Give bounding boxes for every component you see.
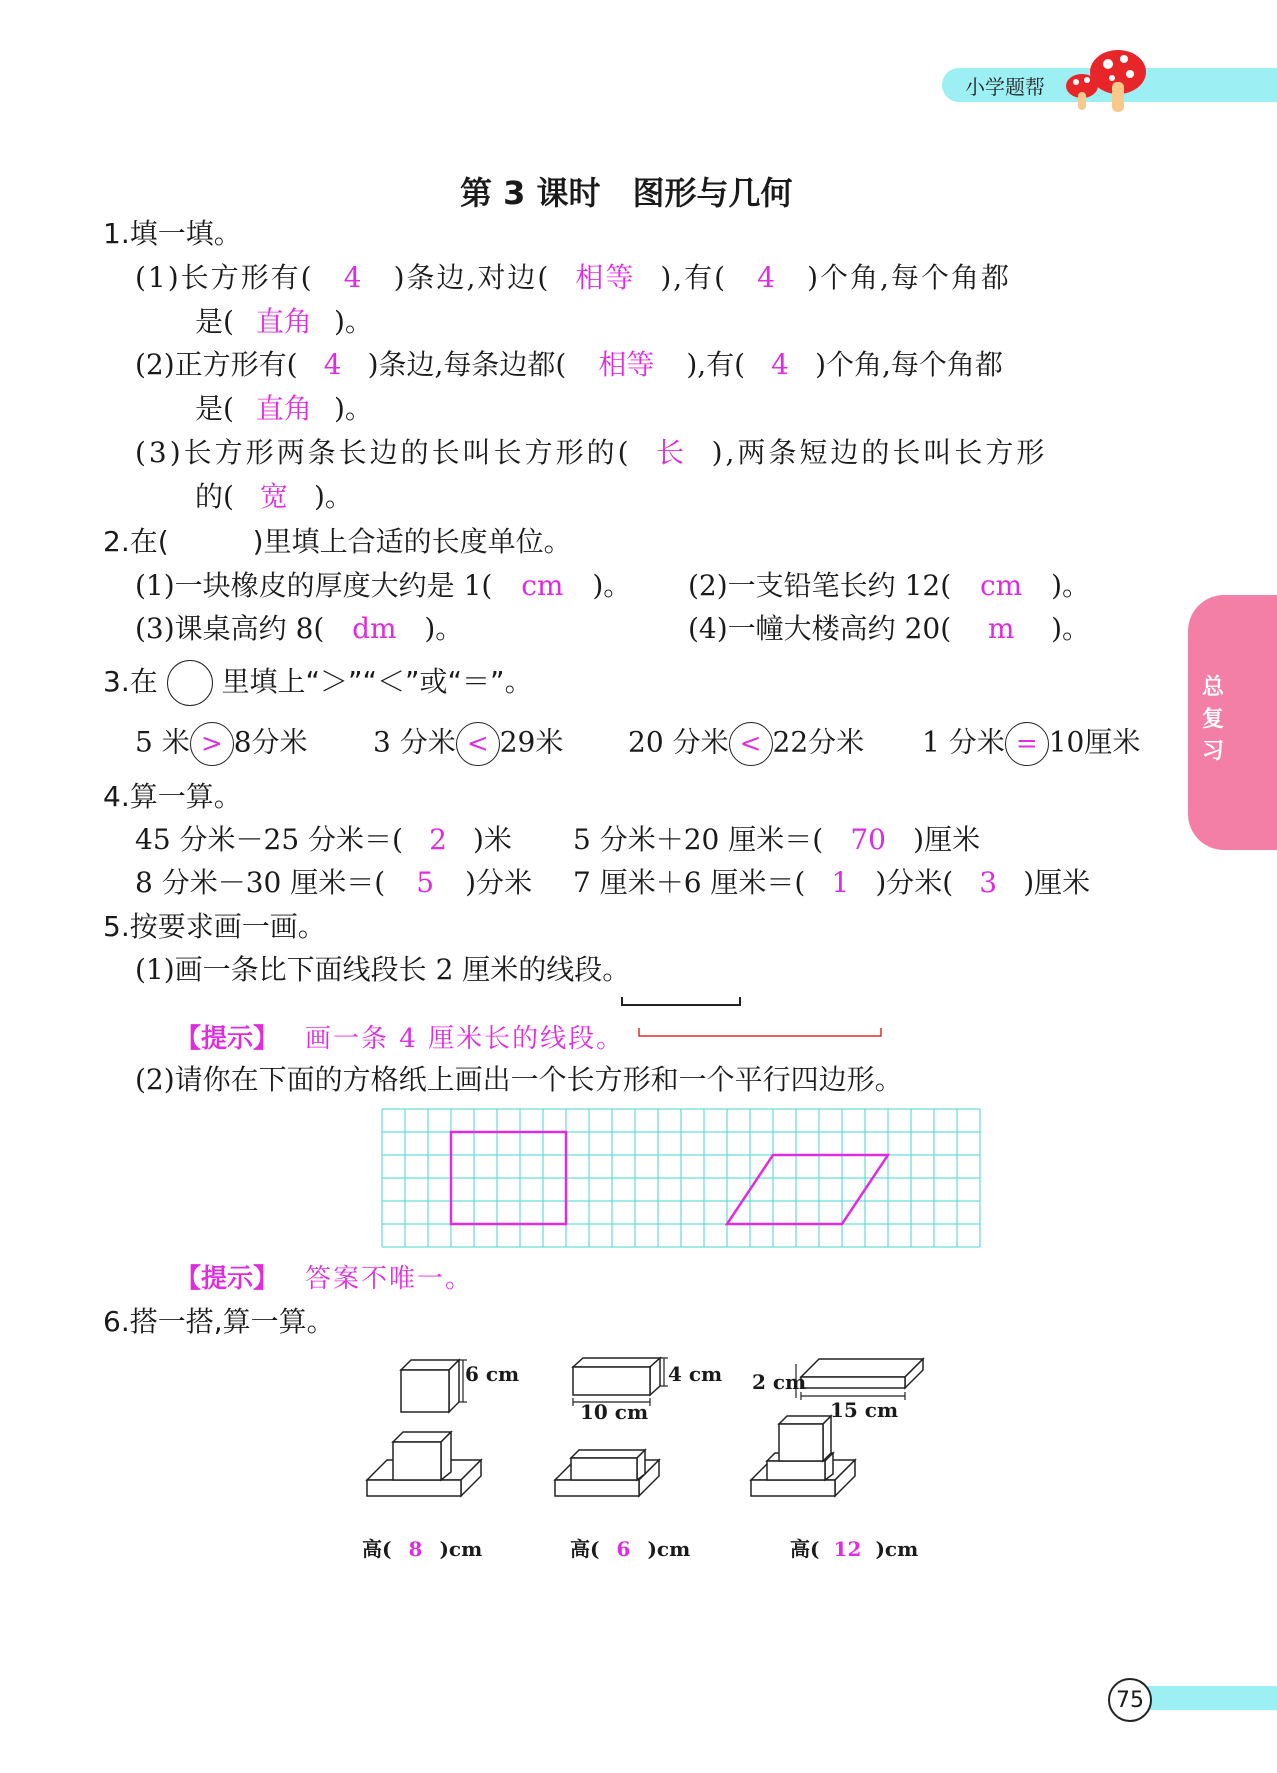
q3-item2 [373,722,563,766]
q1-p1-text-d: )个角,每个角都 [807,261,1011,294]
q5-hint1-text: 画一条 4 厘米长的线段。 [305,1024,625,1054]
footer-band [1130,1686,1277,1710]
q2-i2-text-b: )。 [1051,569,1091,602]
q2-item1 [135,566,631,606]
q4-r1-text-d: )厘米 [913,823,981,856]
q4-r1-text-a: 45 分米－25 分米＝( [135,823,403,856]
q1-p2-answer2: 相等 [598,348,655,381]
grid-paper [381,1108,983,1250]
q3-heading-a: 3.在 [103,665,158,698]
q1-p3-text-c: 的( [195,480,234,513]
q4-r2-text-b: )分米 [465,866,533,899]
q4-heading: 4.算一算。 [103,780,242,813]
q4-r2-text-c: 7 厘米＋6 厘米＝( [573,866,806,899]
q1-p2-text-e: 是( [195,392,234,425]
q3-heading [103,660,533,706]
q5-heading: 5.按要求画一画。 [103,910,326,943]
q2-item2 [688,566,1090,606]
q1-p1-text-c: ),有( [660,261,728,294]
q2-item3 [135,609,463,649]
q6-c-answer: 12 [833,1537,862,1561]
q4-row2-right [573,863,1090,903]
given-segment [620,995,744,1009]
q4-r2-text-e: )厘米 [1023,866,1091,899]
q1-part1-line2 [195,302,373,342]
q1-p2-answer4: 直角 [255,392,312,425]
answer-segment [637,1026,883,1040]
q6-c-pre: 高( [790,1537,820,1561]
q4-r1-answer: 2 [429,823,447,856]
slab-block [801,1359,923,1388]
q6-answer-a [362,1533,482,1562]
q1-p2-text-c: ),有( [686,348,746,381]
q4-r1-text-c: 5 分米＋20 厘米＝( [573,823,824,856]
q6-a-post: )cm [439,1537,483,1561]
q4-row1-left [135,820,512,860]
q1-p3-answer1: 长 [656,436,688,469]
q3-i1-sign: > [190,722,234,766]
q4-r2-answer3: 3 [979,866,998,899]
box-block [573,1358,660,1395]
q1-part3-line2 [195,477,353,517]
side-tab-label: 总复习 [1201,675,1224,764]
q4-r2-answer2: 1 [831,866,850,899]
q2-i2-text-a: (2)一支铅笔长约 12( [688,569,952,602]
drawn-parallelogram [727,1155,888,1224]
q2-heading: 2.在( )里填上合适的长度单位。 [103,525,572,558]
q3-i4-sign: = [1005,722,1049,766]
q2-i3-answer: dm [352,612,397,645]
q6-b-post: )cm [647,1537,691,1561]
dim-slab-h-label: 2 cm [752,1370,807,1394]
q3-item4 [922,722,1140,766]
q2-i4-text-b: )。 [1051,612,1091,645]
q3-i2-sign: < [456,722,500,766]
q1-part1-line1 [135,258,1011,298]
q1-p3-text-b: ),两条短边的长叫长方形 [711,436,1048,469]
q3-i2-right: 29米 [499,725,564,759]
q4-r2-text-a: 8 分米－30 厘米＝( [135,866,386,899]
q1-p1-text-f: )。 [333,305,373,338]
q3-i4-right: 10厘米 [1048,725,1141,759]
q2-i3-text-a: (3)课桌高约 8( [135,612,325,645]
dim-box-w-label: 10 cm [580,1400,649,1424]
q4-r2-answer: 5 [416,866,435,899]
q3-i3-sign: < [729,722,773,766]
page-number: 75 [1108,1678,1152,1722]
q3-i1-left: 5 米 [135,725,190,759]
q4-r1-answer2: 70 [850,823,886,856]
q1-p3-text-d: )。 [313,480,353,513]
q3-i1-right: 8分米 [233,725,308,759]
q5-hint2-tag: 【提示】 [175,1264,280,1294]
q1-p2-text-a: (2)正方形有( [135,348,298,381]
q1-part2-line1 [135,345,1003,385]
q1-part3-line1 [135,433,1047,473]
q2-i2-answer: cm [980,569,1023,602]
q5-part1: (1)画一条比下面线段长 2 厘米的线段。 [135,953,631,986]
q4-r1-text-b: )米 [472,823,512,856]
q2-i1-answer: cm [521,569,564,602]
q6-c-post: )cm [875,1537,919,1561]
q4-row2-left [135,863,532,903]
q2-i4-text-a: (4)一幢大楼高约 20( [688,612,952,645]
q2-i1-text-a: (1)一块橡皮的厚度大约是 1( [135,569,493,602]
q1-p1-answer1: 4 [343,261,364,294]
page-title: 第 3 课时 图形与几何 [460,174,793,212]
q1-p2-answer1: 4 [323,348,342,381]
q1-p1-answer2: 相等 [575,261,636,294]
q6-heading: 6.搭一搭,算一算。 [103,1305,335,1338]
q1-heading: 1.填一填。 [103,217,242,250]
q2-i3-text-b: )。 [424,612,464,645]
q1-p2-text-b: )条边,每条边都( [367,348,567,381]
q2-i4-answer: m [987,612,1015,645]
q6-answer-c [790,1533,918,1562]
cube-block [401,1360,459,1412]
q1-p3-answer2: 宽 [259,480,288,513]
q4-r2-text-d: )分米( [875,866,954,899]
q1-p1-text-e: 是( [195,305,234,338]
q6-a-answer: 8 [408,1537,423,1561]
q1-p2-text-f: )。 [333,392,373,425]
q1-p2-text-d: )个角,每个角都 [815,348,1003,381]
dim-cube-label: 6 cm [465,1362,520,1386]
q1-p1-text-a: (1)长方形有( [135,261,314,294]
q4-row1-right [573,820,980,860]
q1-part2-line2 [195,389,373,429]
q2-item4 [688,609,1090,649]
q5-hint1-tag: 【提示】 [175,1024,280,1054]
q2-i1-text-b: )。 [592,569,632,602]
q3-i2-left: 3 分米 [373,725,456,759]
header-brand: 小学题帮 [965,75,1045,99]
dim-slab-w-label: 15 cm [830,1398,899,1422]
q1-p2-answer3: 4 [771,348,789,381]
q1-p1-answer4: 直角 [255,305,312,338]
q1-p3-text-a: (3)长方形两条长边的长叫长方形的( [135,436,632,469]
mushroom-icon [1060,44,1150,116]
q3-i3-right: 22分米 [772,725,865,759]
q3-item3 [628,722,864,766]
blank-circle-icon [167,660,213,706]
q3-i3-left: 20 分米 [628,725,729,759]
q6-answer-b [570,1533,690,1562]
dim-box-h-label: 4 cm [668,1362,723,1386]
q3-item1 [135,722,308,766]
q3-heading-b: 里填上“＞”“＜”或“＝”。 [221,665,533,698]
q5-part2: (2)请你在下面的方格纸上画出一个长方形和一个平行四边形。 [135,1063,903,1096]
q3-i4-left: 1 分米 [922,725,1005,759]
q6-b-answer: 6 [616,1537,631,1561]
q6-b-pre: 高( [570,1537,600,1561]
q1-p1-text-b: )条边,对边( [393,261,551,294]
q6-a-pre: 高( [362,1537,392,1561]
q5-hint2-text: 答案不唯一。 [305,1264,474,1294]
q1-p1-answer3: 4 [757,261,777,294]
